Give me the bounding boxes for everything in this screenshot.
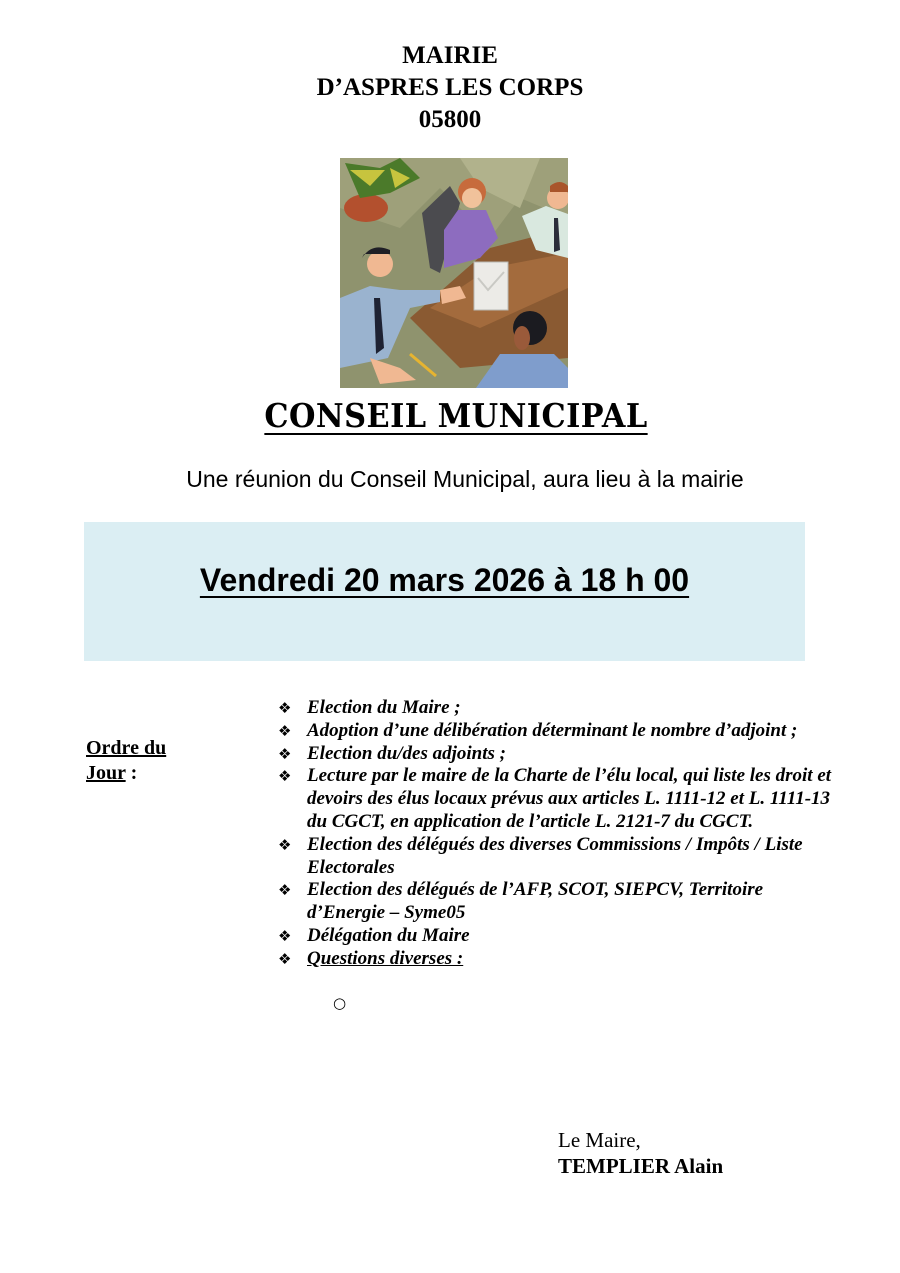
diamond-bullet-icon: ❖ [278, 835, 292, 854]
meeting-announcement: Une réunion du Conseil Municipal, aura lieu à la mairie [186, 466, 744, 492]
agenda-item [278, 765, 838, 833]
agenda-item-text: Election du Maire ; [307, 697, 461, 718]
diamond-bullet-icon: ❖ [278, 949, 292, 968]
agenda-item-text: Election des délégués de l’AFP, SCOT, SIEPCV, Territoire d’Energie – Syme05 [307, 879, 764, 924]
header-line-mairie: MAIRIE [402, 42, 498, 69]
agenda-item [278, 925, 838, 948]
signature-role: Le Maire, [558, 1128, 641, 1152]
agenda-item [278, 743, 838, 766]
agenda-item-text: Questions diverses : [307, 947, 464, 969]
diamond-bullet-icon: ❖ [278, 767, 292, 786]
agenda-item-text: Adoption d’une délibération déterminant le nombre d’adjoint ; [307, 719, 798, 741]
header-line-postcode: 05800 [418, 106, 482, 133]
meeting-clipart-image [340, 158, 568, 388]
signature-name: TEMPLIER Alain [558, 1154, 724, 1178]
diamond-bullet-icon: ❖ [278, 721, 292, 740]
agenda-label [86, 736, 166, 786]
agenda-item-text: Lecture par le maire de la Charte de l’élu local, qui liste les droit et devoirs des élus locaux prévus aux articles L. 1111-12 et L. 1111-13 du CGCT, en application de l’article L. 2121-7 du CGCT. [307, 765, 832, 832]
diamond-bullet-icon: ❖ [278, 699, 292, 717]
diamond-bullet-icon: ❖ [278, 744, 292, 763]
agenda-item [278, 697, 838, 720]
agenda-item [278, 720, 838, 743]
signature-block [558, 1127, 723, 1179]
agenda-item-text: Election du/des adjoints ; [307, 742, 506, 764]
agenda-list [278, 697, 838, 971]
meeting-date: Vendredi 20 mars 2026 à 18 h 00 [199, 562, 690, 598]
agenda-label-line1: Ordre du [86, 737, 167, 759]
diamond-bullet-icon: ❖ [278, 881, 292, 900]
agenda-item-text: Délégation du Maire [307, 924, 470, 946]
agenda-item [278, 879, 838, 925]
agenda-label-colon: : [125, 762, 138, 784]
date-highlight-box [84, 522, 805, 661]
page-title: CONSEIL MUNICIPAL [264, 396, 648, 435]
empty-sub-bullet-icon: ○ [333, 994, 347, 1012]
mairie-header [0, 40, 900, 136]
agenda-item [278, 834, 838, 880]
diamond-bullet-icon: ❖ [278, 926, 292, 945]
header-line-commune: D’ASPRES LES CORPS [316, 74, 584, 101]
agenda-item [278, 948, 838, 971]
agenda-item-text: Election des délégués des diverses Commissions / Impôts / Liste Electorales [307, 833, 803, 878]
agenda-label-line2: Jour [86, 762, 126, 784]
